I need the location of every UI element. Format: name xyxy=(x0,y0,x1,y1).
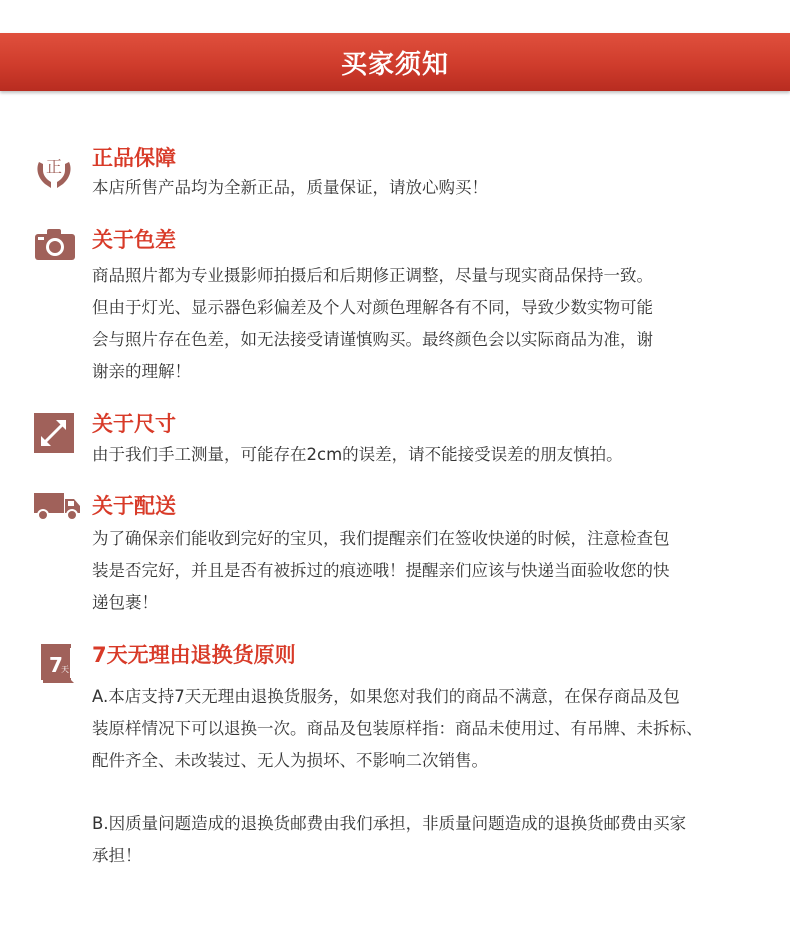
section-text-line: 承担！ xyxy=(92,846,142,865)
section-title: 7天无理由退换货原则 xyxy=(92,643,296,667)
section-text-line: 本店所售产品均为全新正品，质量保证，请放心购买！ xyxy=(92,178,488,197)
calendar-7-days-icon xyxy=(40,642,76,684)
svg-text:天: 天 xyxy=(61,665,69,674)
camera-icon xyxy=(33,228,77,262)
page-title: 买家须知 xyxy=(340,49,449,80)
resize-arrow-icon xyxy=(33,412,75,454)
section-title: 正品保障 xyxy=(92,146,176,170)
section-text-line: 谢亲的理解！ xyxy=(92,362,191,381)
section-text-line: 为了确保亲们能收到完好的宝贝，我们提醒亲们在签收快递的时候，注意检查包 xyxy=(92,529,670,548)
section-text-line: B.因质量问题造成的退换货邮费由我们承担，非质量问题造成的退换货邮费由买家 xyxy=(92,814,687,833)
svg-text:7: 7 xyxy=(49,653,63,677)
svg-text:正: 正 xyxy=(45,157,63,176)
section-text-line: 递包裹！ xyxy=(92,593,158,612)
header-banner xyxy=(0,33,790,91)
section-text-line: 但由于灯光、显示器色彩偏差及个人对颜色理解各有不同，导致少数实物可能 xyxy=(92,298,653,317)
section-text-line: 由于我们手工测量，可能存在2cm的误差，请不能接受误差的朋友慎拍。 xyxy=(92,445,623,464)
section-text-line: 商品照片都为专业摄影师拍摄后和后期修正调整，尽量与现实商品保持一致。 xyxy=(92,266,653,285)
section-text-line: A.本店支持7天无理由退换货服务，如果您对我们的商品不满意，在保存商品及包 xyxy=(92,687,680,706)
truck-icon xyxy=(33,491,81,521)
section-text-line: 装是否完好，并且是否有被拆过的痕迹哦！提醒亲们应该与快递当面验收您的快 xyxy=(92,561,670,580)
hands-authentic-icon xyxy=(33,148,75,190)
section-text-line: 装原样情况下可以退换一次。商品及包装原样指：商品未使用过、有吊牌、未拆标、 xyxy=(92,719,703,738)
section-title: 关于色差 xyxy=(92,228,176,252)
section-text-line: 配件齐全、未改装过、无人为损坏、不影响二次销售。 xyxy=(92,751,488,770)
section-title: 关于配送 xyxy=(92,494,176,518)
section-title: 关于尺寸 xyxy=(92,412,176,436)
section-text-line: 会与照片存在色差，如无法接受请谨慎购买。最终颜色会以实际商品为准，谢 xyxy=(92,330,653,349)
